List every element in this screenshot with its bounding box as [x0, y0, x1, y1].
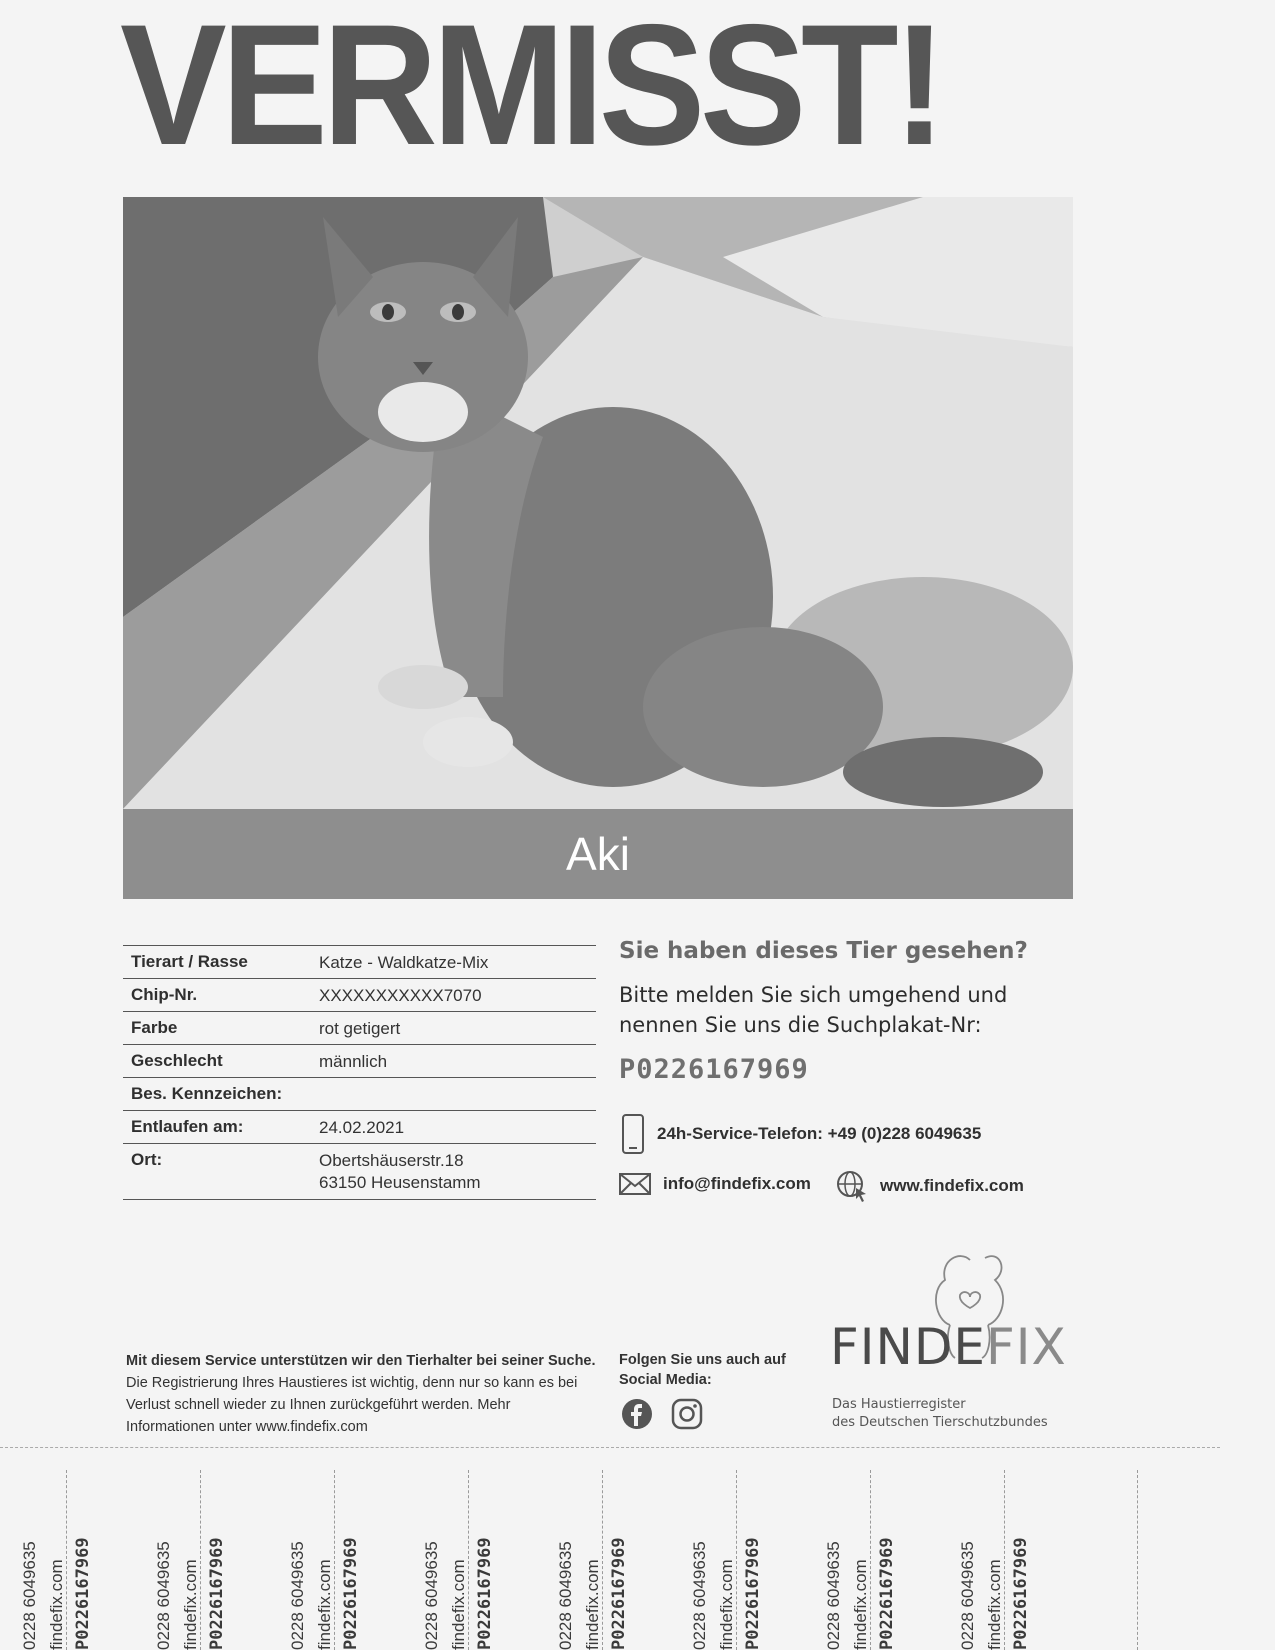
tab-web: findefix.com: [851, 1559, 870, 1650]
logo-subtitle: [832, 1396, 1048, 1432]
tab-web: findefix.com: [47, 1559, 66, 1650]
tab-code: P0226167969: [1011, 1537, 1031, 1650]
appeal-section: [619, 938, 1079, 1085]
globe-icon: [836, 1170, 868, 1202]
tab-code: P0226167969: [743, 1537, 763, 1650]
pet-name-bar: Aki: [123, 809, 1073, 899]
phone-text[interactable]: 24h-Service-Telefon: +49 (0)228 6049635: [657, 1124, 982, 1143]
service-note-rest: Die Registrierung Ihres Haustieres ist wichtig, denn nur so kann es bei Verlust schnell wieder zu Ihnen zurückgeführt werden. Mehr Informationen unter www.findefix.com: [126, 1375, 578, 1435]
tab-code: P0226167969: [609, 1537, 629, 1650]
social-icons: [621, 1398, 703, 1434]
web-link[interactable]: www.findefix.com: [880, 1176, 1024, 1195]
detail-value: Katze - Waldkatze-Mix: [319, 953, 489, 972]
detail-row-sex: [123, 1045, 596, 1078]
tab-code: P0226167969: [475, 1537, 495, 1650]
location-street: Obertshäuserstr.18: [319, 1151, 464, 1170]
tear-off-tab[interactable]: [958, 1470, 1138, 1650]
tab-phone: 0228 6049635: [556, 1541, 575, 1650]
tab-code: P0226167969: [877, 1537, 897, 1650]
detail-value: männlich: [319, 1052, 388, 1071]
logo-subtitle-line1: Das Haustierregister: [832, 1397, 966, 1412]
detail-row-color: [123, 1012, 596, 1045]
phone-icon: [621, 1114, 645, 1154]
appeal-title: Sie haben dieses Tier gesehen?: [619, 938, 1028, 964]
detail-label: Farbe: [131, 1018, 178, 1037]
instagram-icon[interactable]: [671, 1398, 703, 1434]
tab-phone: 0228 6049635: [154, 1541, 173, 1650]
detail-label: Tierart / Rasse: [131, 952, 248, 971]
detail-row-species: [123, 946, 596, 979]
poster-code: P0226167969: [619, 1054, 809, 1085]
tab-web: findefix.com: [449, 1559, 468, 1650]
tab-web: findefix.com: [717, 1559, 736, 1650]
pet-details-table: [123, 945, 596, 1200]
detail-value: rot getigert: [319, 1019, 401, 1038]
tab-code: P0226167969: [207, 1537, 227, 1650]
web-contact: [836, 1170, 1024, 1202]
appeal-body: Bitte melden Sie sich umgehend und nennen Sie uns die Suchplakat-Nr:: [619, 983, 1008, 1037]
detail-value: XXXXXXXXXXX7070: [319, 986, 482, 1005]
logo-word-light: FIX: [986, 1318, 1067, 1376]
email-link[interactable]: info@findefix.com: [663, 1174, 811, 1193]
pet-photo: [123, 197, 1073, 809]
findefix-logo: [830, 1318, 1067, 1376]
detail-value: 24.02.2021: [319, 1118, 405, 1137]
tab-code: P0226167969: [73, 1537, 93, 1650]
tab-phone: 0228 6049635: [20, 1541, 39, 1650]
tab-code: P0226167969: [341, 1537, 361, 1650]
tab-phone: 0228 6049635: [690, 1541, 709, 1650]
cut-line: [0, 1447, 1220, 1448]
detail-value: [319, 1150, 596, 1194]
cat-photo: [123, 197, 1073, 809]
detail-row-chip: [123, 979, 596, 1012]
tab-web: findefix.com: [985, 1559, 1004, 1650]
detail-label: Bes. Kennzeichen:: [131, 1084, 283, 1103]
facebook-icon[interactable]: [621, 1398, 653, 1434]
detail-row-marks: [123, 1078, 596, 1111]
email-contact: [619, 1173, 811, 1195]
tab-web: findefix.com: [583, 1559, 602, 1650]
tab-phone: 0228 6049635: [824, 1541, 843, 1650]
logo-subtitle-line2: des Deutschen Tierschutzbundes: [832, 1415, 1048, 1430]
detail-label: Chip-Nr.: [131, 985, 198, 1004]
detail-label: Geschlecht: [131, 1051, 223, 1070]
social-label: Folgen Sie uns auch auf Social Media:: [619, 1352, 786, 1388]
tab-phone: 0228 6049635: [422, 1541, 441, 1650]
service-note: [126, 1350, 598, 1438]
detail-label: Ort:: [131, 1150, 163, 1169]
headline: VERMISST!: [120, 0, 941, 170]
tab-web: findefix.com: [315, 1559, 334, 1650]
mail-icon: [619, 1173, 651, 1195]
tear-off-tabs: [20, 1470, 1146, 1650]
detail-label: Entlaufen am:: [131, 1117, 244, 1136]
service-note-bold: Mit diesem Service unterstützen wir den Tierhalter bei seiner Suche.: [126, 1353, 596, 1369]
phone-contact: [621, 1114, 981, 1154]
logo-word-dark: FINDE: [830, 1318, 987, 1376]
tab-phone: 0228 6049635: [958, 1541, 977, 1650]
detail-row-date: [123, 1111, 596, 1144]
detail-row-location: [123, 1144, 596, 1200]
tab-phone: 0228 6049635: [288, 1541, 307, 1650]
tab-web: findefix.com: [181, 1559, 200, 1650]
location-city: 63150 Heusenstamm: [319, 1173, 481, 1192]
